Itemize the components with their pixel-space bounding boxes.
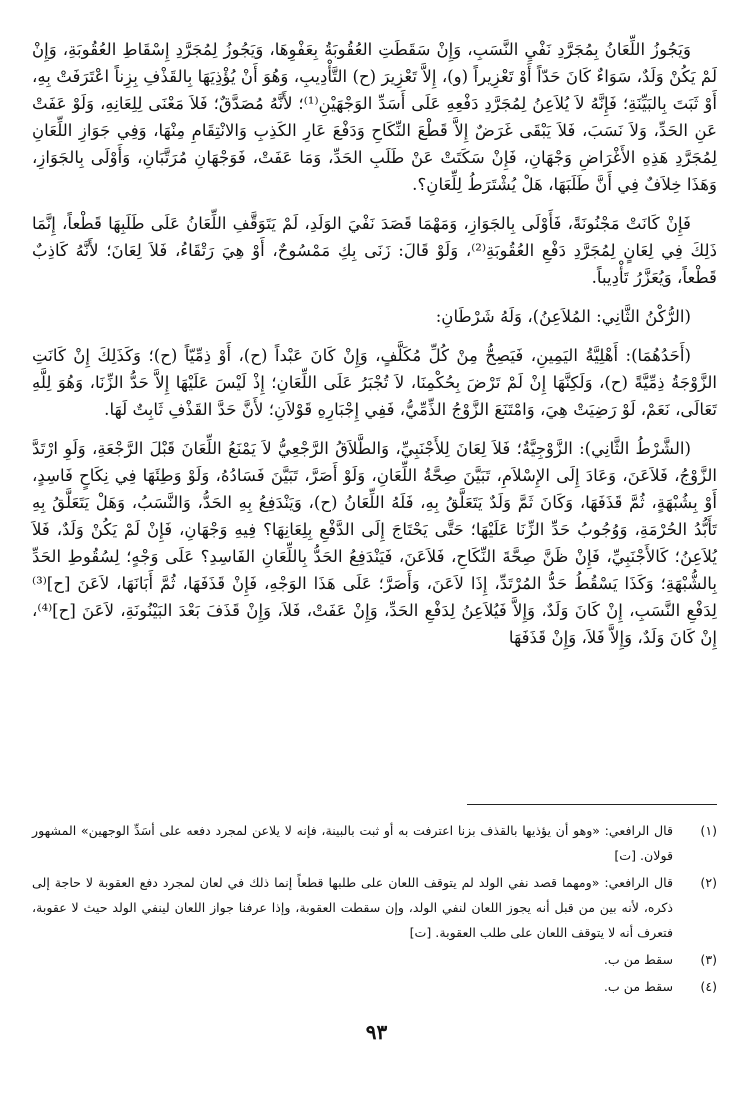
footnote-divider: [467, 804, 717, 805]
paragraph-2: فَإِنْ كَانَتْ مَجْنُونَةً، فَأَوْلَى بِالجَوَازِ، وَمَهْمَا قَصَدَ نَفْيَ الوَلَدِ، لَمْ يَتَوَقَّفِ اللِّعَانُ عَلَى طَلَبِهَا قَطْعاً، إِنَّمَا ذَلِكَ فِي لِعَانٍ لِمُجَرَّدِ دَفْعِ العُقُوبَةِ⁽²⁾، وَلَوْ قَالَ: زَنَى بِكِ مَمْسُوحٌ، أَوْ هِيَ رَتْقَاءُ، فَلاَ لِعَانَ؛ لأَنَّهُ كَاذِبٌ قَطْعاً، وَيُعَزَّرُ تَأْدِيباً.: [32, 214, 717, 287]
footnote-number: (٢): [700, 875, 717, 890]
paragraph-5: (الشَّرْطُ الثَّانِي): الزَّوْجِيَّةُ؛ فَلاَ لِعَانَ لِلأَجْنَبِيِّ، وَالطَّلاَقُ الرَّجْعِيُّ لاَ يَمْنَعُ اللِّعَانَ قَبْلَ الرَّجْعَةِ، وَلَوِ ارْتَدَّ الزَّوْجُ، فَلاَعَنَ، وَعَادَ إِلَى الإِسْلاَمِ، تَبَيَّنَ صِحَّةُ اللِّعَانِ، وَلَوْ أَصَرَّ، تَبَيَّنَ فَسَادُهُ، وَلَوْ وَطِئَهَا فِي نِكَاحٍ فَاسِدٍ، أَوْ بِشُبْهَةٍ، ثُمَّ قَذَفَهَا، وَكَانَ ثَمَّ وَلَدٌ يَتَعَلَّقُ بِهِ، فَلَهُ اللِّعَانُ (ح)، وَيَنْدَفِعُ بِهِ الحَدُّ، وَالنَّسَبُ، وَهَلْ يَتَعَلَّقُ بِهِ تَأَبُّدُ الحُرْمَةِ، وَوُجُوبُ حَدِّ الزِّنَا عَلَيْهَا؛ حَتَّى يَحْتَاجَ إِلَى الدَّفْعِ بِلِعَانِهَا؟ فِيهِ وَجْهَانِ، فَإِنْ لَمْ يَكُنْ وَلَدٌ، فَلاَ يُلاَعِنُ؛ كَالأَجْنَبِيِّ، فَإِنْ ظَنَّ صِحَّةَ النِّكَاحِ، فَلاَعَنَ، فَيَنْدَفِعُ الحَدُّ بِاللِّعَانِ الفَاسِدِ؟ عَلَى وَجْهٍ؛ لِسُقُوطِ الحَدِّ بِالشُّبْهَةِ؛ وَكَذَا يَسْقُطُ حَدُّ المُرْتَدِّ، إِذَا لاَعَنَ، وَأَصَرَّ؛ عَلَى هَذَا الوَجْهِ، فَإِنْ قَذَفَهَا، ثُمَّ أَبَانَهَا، لاَعَنَ [ح]⁽³⁾ لِدَفْعِ النَّسَبِ، إِنْ كَانَ وَلَدٌ، وَإِلاَّ فَيُلاَعِنُ لِدَفْعِ الحَدِّ، وَإِنْ عَفَتْ، فَلاَ، وَإِنْ قَذَفَ بَعْدَ البَيْنُونَةِ، لاَعَنَ [ح]⁽⁴⁾، إِنْ كَانَ وَلَدٌ، وَإِلاَّ فَلاَ، وَإِنْ قَذَفَهَا: [32, 439, 717, 647]
footnote-number: (٤): [700, 979, 717, 994]
footnote: [32, 818, 717, 868]
footnote-text: قال الرافعي: «وهو أن يؤذيها بالقذف بزنا اعترفت به أو ثبت بالبينة، فإنه لا يلاعن لمجرد دفعه على أسَدِّ الوجهين» المشهور قولان. [ت]: [32, 823, 673, 863]
footnote-number: (١): [700, 823, 717, 838]
footnote-text: سقط من ب.: [603, 979, 673, 994]
page-number: ٩٣: [365, 1020, 388, 1044]
footnote: [32, 974, 717, 999]
paragraph-4: (أَحَدُهُمَا): أَهْلِيَّةُ اليَمِينِ، فَيَصِحُّ مِنْ كُلِّ مُكَلَّفٍ، وَإِنْ كَانَ عَبْداً (ح)، أَوْ ذِمِّيّاً (ح)؛ وَكَذَلِكَ إِنْ كَانَتِ الزَّوْجَةُ ذِمِّيَّةً (ح)، وَلَكِنَّهَا إِنْ لَمْ تَرْضَ بِحُكْمِنَا، لاَ تُجْبَرُ عَلَى اللِّعَانِ؛ إِذْ لَيْسَ عَلَيْهَا إِلاَّ حَدُّ الزِّنَا، وَهُوَ لِلَّهِ تَعَالَى، نَعَمْ، لَوْ رَضِيَتْ هِيَ، وَامْتَنَعَ الزَّوْجُ الذِّمِّيُّ، فَفِي إِجْبَارِهِ قَوْلاَنِ؛ لأَنَّ حَدَّ القَذْفِ ثَابِتٌ لَهَا.: [32, 346, 717, 419]
footnote-text: قال الرافعي: «ومهما قصد نفي الولد لم يتوقف اللعان على طلبها قطعاً إنما ذلك في لعان لمجرد دفع العقوبة لا حاجة إلى ذكره، لأنه بين من قبل أنه يجوز اللعان لنفي الولد، وإن سقطت العقوبة، وإذا عرفنا جواز اللعان لينفي الولد حيث لا عقوبة، فتعرف أنه لا يتوقف اللعان على طلب العقوبة. [ت]: [32, 875, 673, 940]
paragraph-3-heading: (الرُّكْنُ الثَّانِي: المُلاَعِنُ)، وَلَهُ شَرْطَانِ:: [435, 307, 691, 326]
footnote-text: سقط من ب.: [603, 952, 673, 967]
main-text: [32, 36, 717, 651]
footnote: [32, 870, 717, 945]
footnote: [32, 947, 717, 972]
paragraph-1: وَيَجُوزُ اللِّعَانُ بِمُجَرَّدِ نَفْيِ النَّسَبِ، وَإِنْ سَقَطَتِ العُقُوبَةُ بِعَفْوِهَا، وَيَجُوزُ لِمُجَرَّدِ إِسْقَاطِ العُقُوبَةِ، وَإِنْ لَمْ يَكُنْ وَلَدٌ، سَوَاءٌ كَانَ حَدّاً أَوْ تَعْزِيراً (و)، إِلاَّ تَعْزِيرَ (ح) التَّأْدِيبِ، وَهُوَ أَنْ يُؤْذِيَهَا بِالقَذْفِ بِزِناً اعْتَرَفَتْ بِهِ، أَوْ ثَبَتَ بِالبَيِّنَةِ؛ فَإِنَّهُ لاَ يُلاَعِنُ لِمُجَرَّدِ دَفْعِهِ عَلَى أَسَدِّ الوَجْهَيْنِ⁽¹⁾؛ لأَنَّهُ مُصَدَّقٌ؛ فَلاَ مَعْنَى لِلِعَانِهِ، وَلَوْ عَفَتْ عَنِ الحَدِّ، وَلاَ نَسَبَ، فَلاَ يَبْقَى غَرَضٌ إِلاَّ قَطْعَ النِّكَاحِ وَدَفْعَ عَارِ الكَذِبِ وَالانْتِقَامِ مِنْهَا، وَفِي جَوَازِ اللِّعَانِ لِمُجَرَّدِ هَذِهِ الأَغْرَاضِ وَجْهَانِ، فَإِنْ سَكَتَتْ عَنْ طَلَبِ الحَدِّ، وَمَا عَفَتْ، فَوَجْهَانِ مُرَتَّبَانِ، وَأَوْلَى بِالجَوَازِ، وَهَذَا خِلاَفٌ فِي أَنَّ طَلَبَهَا، هَلْ يُشْتَرَطُ لِلِّعَانِ؟.: [32, 40, 718, 194]
footnotes: [32, 818, 717, 1001]
footnote-number: (٣): [700, 952, 717, 967]
